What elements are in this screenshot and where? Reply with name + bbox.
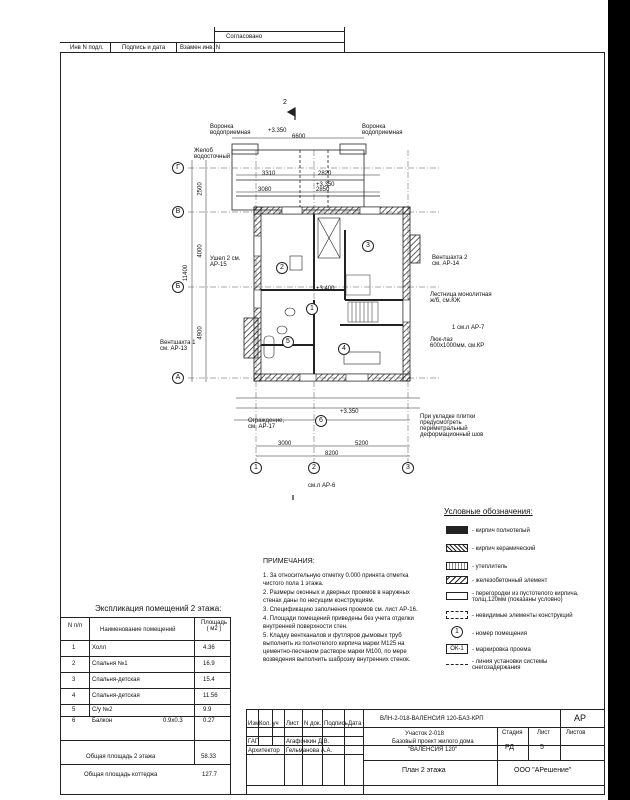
th-name: Наименование помещений <box>100 627 176 633</box>
cell-name: Спальня-детская <box>92 693 140 699</box>
swatch-concrete <box>446 576 468 584</box>
level-2: +3.350 <box>316 182 335 188</box>
legend-item: - кирпич полнотелый <box>472 528 530 534</box>
total-floor-label: Общая площадь 2 этажа <box>86 754 156 760</box>
legend-item: - маркировка проема <box>472 647 531 653</box>
col-kol: Кол. уч <box>259 721 279 727</box>
top-dim-3: 2820 <box>318 171 332 177</box>
swatch-insulation <box>446 562 468 570</box>
callout-vent-2: Вентшахта 2 см. АР-14 <box>432 255 468 267</box>
repl-inv-label: Взамен инв. N <box>180 45 221 51</box>
note-line: 3. Спецификацию заполнения проемов см. лист АР-16. <box>263 607 418 613</box>
top-dim-4: 3080 <box>258 187 272 193</box>
cell-extra: 0.9х0.3 <box>163 718 183 724</box>
note-line: стенах даны по несущим конструкциям. <box>263 598 375 604</box>
cell-n: 4 <box>72 693 76 699</box>
cell-area: 11.56 <box>203 693 218 699</box>
callout-funnel-right: Воронка водоприемная <box>362 124 403 136</box>
cell-area: 16.9 <box>203 661 215 667</box>
room-5: 5 <box>282 336 294 348</box>
legend-item: - кирпич керамический <box>472 546 536 552</box>
room-2: 2 <box>276 262 288 274</box>
project-line-2: Базовый проект жилого дома <box>392 739 474 745</box>
col-dim-3: 8200 <box>325 451 339 457</box>
swatch-hidden <box>446 611 468 619</box>
legend-item: - номер помещения <box>472 631 527 637</box>
note-line: 5. Кладку вентканалов и футляров дымовых труб <box>263 633 402 639</box>
th-n: N п/п <box>67 623 83 629</box>
cell-n: 6 <box>72 718 76 724</box>
sheet-label: Лист <box>537 730 551 736</box>
sheet-value: 5 <box>540 744 544 751</box>
row-dim-2: 4000 <box>197 244 204 258</box>
callout-node-2: Ушел 2 см. АР-15 <box>210 256 241 268</box>
legend-item: - линия установки системы снегозадержания <box>472 659 548 671</box>
callout-sheet-ar7: 1 см.л АР-7 <box>452 325 485 331</box>
note-line: чистого пола 1 этажа. <box>263 581 324 587</box>
cell-name: Холл <box>92 645 107 651</box>
axis-col-3: 3 <box>402 462 414 474</box>
room-3: 3 <box>362 240 374 252</box>
axis-row-v: В <box>172 206 184 218</box>
swatch-room-number: 1 <box>451 626 463 638</box>
total-house-value: 127.7 <box>202 772 218 778</box>
row-dim-3: 11400 <box>183 264 190 282</box>
axis-col-2: 2 <box>308 462 320 474</box>
col-sign: Подпись <box>324 721 348 727</box>
project-line-3: "ВАЛЕНСИЯ 120" <box>408 747 458 753</box>
legend-item: - утеплитель <box>472 564 508 570</box>
notes-block <box>263 558 418 663</box>
cell-name: Балкон <box>92 718 113 724</box>
company-name: ООО "АРешение" <box>514 767 572 774</box>
cell-n: 5 <box>72 707 76 713</box>
top-dim-5: 2850 <box>316 187 330 193</box>
stage-value: РД <box>505 744 514 751</box>
callout-railing: Ограждение, см. АР-17 <box>248 418 285 430</box>
cell-name: Спальня-детская <box>92 677 140 683</box>
note-line: 2. Размеры оконных и дверных проемов в наружных <box>263 590 410 596</box>
axis-row-a: А <box>172 372 184 384</box>
level-3: +3.400 <box>316 286 335 292</box>
swatch-opening-mark: ОК-1 <box>446 644 468 654</box>
swatch-snow-line <box>446 664 468 665</box>
level-4: +3.350 <box>340 409 359 415</box>
th-area: Площадь ( м2 ) <box>200 620 228 632</box>
level-1: +3.350 <box>268 128 287 134</box>
section-mark: 2 <box>283 99 287 106</box>
cell-n: 3 <box>72 677 76 683</box>
cell-area: 15.4 <box>203 677 215 683</box>
col-list: Лист <box>286 721 300 727</box>
callout-vent-1: Вентшахта 1 см. АР-13 <box>160 340 196 352</box>
axis-row-g: Г <box>172 162 184 174</box>
legend-item: - железобетонный элемент <box>472 578 548 584</box>
cell-name: С/у №2 <box>92 707 113 713</box>
note-line: 4. Площади помещений приведены без учета отделки <box>263 616 414 622</box>
callout-tile-joint: При укладке плитки предусмотреть периметральный деформационный шов <box>420 414 484 438</box>
legend-title: Условные обозначения: <box>444 507 533 516</box>
sign-date-label: Подпись и дата <box>122 45 166 51</box>
note-line: внутренней поверхности стен. <box>263 624 348 630</box>
note-line: возведения выполнить шаброзку внутренних стенок. <box>263 657 411 663</box>
partitions <box>261 214 403 374</box>
callout-gutter: Желоб водосточный <box>194 148 231 160</box>
cell-n: 2 <box>72 661 76 667</box>
total-floor-value: 58.33 <box>201 754 217 760</box>
name-gap: Агафонкин Д.В. <box>286 739 330 745</box>
swatch-ceramic-brick <box>446 544 468 552</box>
cell-area: 9.9 <box>203 707 212 713</box>
swatch-solid-brick <box>446 526 468 534</box>
note-line: цементно-песчаном растворе марки М100, по мере <box>263 649 407 655</box>
role-architect: Архитектор <box>248 748 280 754</box>
swatch-partition <box>446 592 468 600</box>
doc-mark: АР <box>574 713 587 723</box>
legend-item: - невидимые элементы конструкций <box>472 613 573 619</box>
cell-name: Спальня №1 <box>92 661 128 667</box>
rooms-table-title: Экспликация помещений 2 этажа: <box>95 604 222 613</box>
stair <box>346 275 378 322</box>
cell-area: 0.27 <box>203 718 215 724</box>
doc-code: ВЛН-2-018-ВАЛЕНСИЯ 120-БАЗ-КРП <box>380 716 484 722</box>
callout-stair: Лестница монолитная ж/б, см.КЖ <box>430 292 492 304</box>
note-line: 1. За относительную отметку 0.000 принята отметка <box>263 573 409 579</box>
callout-hatch: Люк-лаз 600х1000мм, см.КР <box>430 337 485 349</box>
note-line: выполнить из полнотелого кирпича марки М125 на <box>263 641 405 647</box>
col-ndoc: N док. <box>304 721 322 727</box>
row-dim-4: 4900 <box>197 326 204 340</box>
room-6: 6 <box>315 415 327 427</box>
project-line-1: Участок 2-018 <box>405 731 444 737</box>
col-izm: Изм. <box>248 721 261 727</box>
axis-row-b: Б <box>172 281 184 293</box>
room-1: 1 <box>306 303 318 315</box>
room-4: 4 <box>338 343 350 355</box>
cell-n: 1 <box>72 645 76 651</box>
stage-label: Стадия <box>502 730 523 736</box>
dimension-lines <box>192 138 420 456</box>
top-dim-1: 6600 <box>292 134 306 140</box>
sheets-label: Листов <box>566 730 586 736</box>
col-dim-2: 5200 <box>355 441 369 447</box>
axis-col-1: 1 <box>250 462 262 474</box>
row-dim-1: 2500 <box>197 182 204 196</box>
name-architect: Гельманова А.А. <box>286 748 333 754</box>
cell-area: 4.36 <box>203 645 215 651</box>
col-date: Дата <box>348 721 362 727</box>
notes-title: ПРИМЕЧАНИЯ: <box>263 558 315 565</box>
role-gap: ГАП <box>248 739 260 745</box>
sheet-title: План 2 этажа <box>402 767 446 774</box>
inv-orig-label: Инв N подл. <box>70 45 104 51</box>
top-dim-2: 3310 <box>262 171 276 177</box>
callout-sheet-ar6: см.л АР-6 <box>308 483 336 489</box>
legend-item: - перегородки из пустотелого кирпича, толщ.120мм (показаны условно) <box>472 591 579 603</box>
roof-outline <box>232 144 380 210</box>
total-house-label: Общая площадь коттеджа <box>84 772 158 778</box>
col-dim-1: 3000 <box>278 441 292 447</box>
callout-funnel-left: Воронка водоприемная <box>210 124 251 136</box>
agreed-label: Согласовано <box>226 34 263 40</box>
